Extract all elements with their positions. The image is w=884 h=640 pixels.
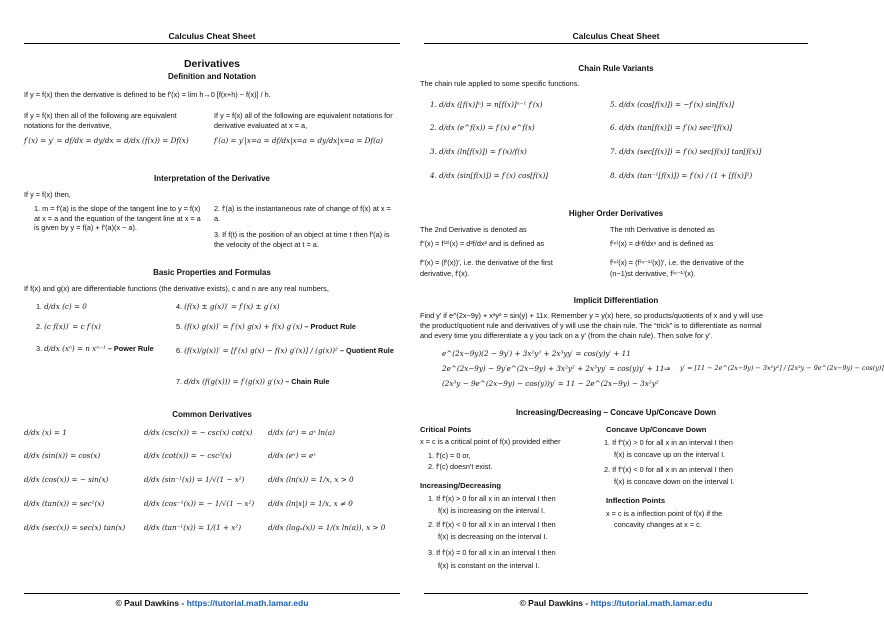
- page-title: Derivatives: [183, 58, 241, 70]
- derivative-formula: d/dx (sin⁻¹(x)) = 1/√(1 − x²): [144, 475, 245, 484]
- critical-point-item: 1. f′(c) = 0 or,: [428, 451, 471, 460]
- common-derivatives-heading: Common Derivatives: [172, 410, 252, 419]
- derivative-formula: d/dx (tan(x)) = sec²(x): [24, 499, 105, 508]
- properties-heading: Basic Properties and Formulas: [153, 268, 271, 277]
- derivative-formula: d/dx (csc(x)) = − csc(x) cot(x): [144, 428, 253, 437]
- derivative-formula: d/dx (eˣ) = eˣ: [268, 451, 316, 460]
- properties-intro: If f(x) and g(x) are differentiable functions (the derivative exists), c and n are any real numbers,: [24, 284, 329, 293]
- concave-heading: Concave Up/Concave Down: [606, 425, 707, 434]
- incdec-heading: Increasing/Decreasing – Concave Up/Concave Down: [515, 408, 717, 417]
- implicit-heading: Implicit Differentiation: [573, 296, 659, 305]
- critical-points-text: x = c is a critical point of f(x) provided either: [420, 437, 561, 446]
- page-header: Calculus Cheat Sheet: [424, 31, 808, 44]
- incdec-item: f(x) is increasing on the interval I.: [438, 506, 546, 515]
- higher-order-left: derivative, f′(x).: [420, 269, 470, 278]
- implicit-equation: 2e^(2x−9y) − 9y′e^(2x−9y) + 3x²y² + 2x³yy′ = cos(y)y′ + 11: [442, 364, 665, 373]
- left-page: [0, 0, 414, 640]
- chain-rule-intro: The chain rule applied to some specific functions.: [420, 79, 580, 88]
- derivative-formula: d/dx (cos⁻¹(x)) = − 1/√(1 − x²): [144, 499, 255, 508]
- inflection-text: x = c is a inflection point of f(x) if the: [606, 509, 723, 518]
- interpretation-intro: If y = f(x) then,: [24, 190, 71, 199]
- evaluated-notation-formula: f′(a) = y′|x=a = df/dx|x=a = dy/dx|x=a = Df(a): [214, 136, 383, 145]
- incdec-item: f(x) is decreasing on the interval I.: [438, 532, 548, 541]
- equivalent-notation-formula: f′(x) = y′ = df/dx = dy/dx = d/dx (f(x)) = Df(x): [24, 136, 189, 145]
- property-item: 6. (f(x)/g(x))′ = [f′(x) g(x) − f(x) g′(x)] / (g(x))² – Quotient Rule: [176, 346, 394, 355]
- inflection-heading: Inflection Points: [606, 496, 666, 505]
- incdec-item: 1. If f′(x) > 0 for all x in an interval I then: [428, 494, 556, 503]
- concave-item: f(x) is concave up on the interval I.: [614, 450, 726, 459]
- implicit-text: Find y′ if e^(2x−9y) + x³y² = sin(y) + 11x. Remember y = y(x) here, so products/quotients of x and y will use: [420, 311, 764, 320]
- implies-arrow: ⇒: [664, 364, 671, 373]
- footer-link[interactable]: https://tutorial.math.lamar.edu: [590, 598, 713, 608]
- critical-point-item: 2. f′(c) doesn't exist.: [428, 462, 493, 471]
- incdec-item: f(x) is constant on the interval I.: [438, 561, 540, 570]
- higher-order-left: The 2nd Derivative is denoted as: [420, 225, 527, 234]
- interpretation-item: 3. If f(t) is the position of an object at time t then f′(a) is the velocity of the object at t = a.: [214, 230, 390, 249]
- concave-item: 2. If f″(x) < 0 for all x in an interval I then: [604, 465, 733, 474]
- implicit-result: y′ = [11 − 2e^(2x−9y) − 3x²y²] / [2x³y − 9e^(2x−9y) − cos(y)]: [680, 364, 884, 372]
- implicit-text: and every time you differentiate a y you tack on a y′ (from the chain rule). Then solve for y′.: [420, 331, 713, 340]
- page-footer: © Paul Dawkins - https://tutorial.math.lamar.edu: [24, 593, 400, 608]
- chain-variant: 3. d/dx (ln[f(x)]) = f′(x)/f(x): [430, 147, 527, 156]
- higher-order-left: f″(x) = (f′(x))′, i.e. the derivative of the first: [420, 258, 553, 267]
- property-item: 5. (f(x) g(x))′ = f′(x) g(x) + f(x) g′(x) – Product Rule: [176, 322, 356, 331]
- chain-variant: 4. d/dx (sin[f(x)]) = f′(x) cos[f(x)]: [430, 171, 549, 180]
- incdec-item: 3. If f′(x) = 0 for all x in an interval I then: [428, 548, 556, 557]
- implicit-text: the product/quotient rule and derivatives of y will use the chain rule. The “trick” is to differentiate as normal: [420, 321, 762, 330]
- derivative-formula: d/dx (ln(x)) = 1/x, x > 0: [268, 475, 354, 484]
- implicit-equation: e^(2x−9y)(2 − 9y′) + 3x²y² + 2x³yy′ = cos(y)y′ + 11: [442, 349, 631, 358]
- page-footer: © Paul Dawkins - https://tutorial.math.lamar.edu: [424, 593, 808, 608]
- chain-variant: 8. d/dx (tan⁻¹[f(x)]) = f′(x) / (1 + [f(x)]²): [610, 171, 753, 180]
- property-item: 1. d/dx (c) = 0: [36, 302, 87, 311]
- higher-order-right: f⁽ⁿ⁾(x) = dⁿf/dxⁿ and is defined as: [610, 239, 714, 248]
- implicit-equation: (2x³y − 9e^(2x−9y) − cos(y))y′ = 11 − 2e^(2x−9y) − 3x²y²: [442, 379, 659, 388]
- incdec-item: 2. If f′(x) < 0 for all x in an interval I then: [428, 520, 556, 529]
- evaluated-notation-text: If y = f(x) all of the following are equivalent notations for derivative evaluated at x = a,: [214, 111, 393, 130]
- derivative-formula: d/dx (x) = 1: [24, 428, 67, 437]
- chain-variant: 2. d/dx (e^f(x)) = f′(x) e^f(x): [430, 123, 535, 132]
- inflection-text: concavity changes at x = c.: [614, 520, 702, 529]
- interpretation-item: 1. m = f′(a) is the slope of the tangent line to y = f(x) at x = a and the equation of the tangent line at x = a is given by y = f(a) + f′(a)(x − a).: [34, 204, 201, 232]
- derivative-formula: d/dx (sec(x)) = sec(x) tan(x): [24, 523, 126, 532]
- concave-item: f(x) is concave down on the interval I.: [614, 477, 735, 486]
- property-item: 7. d/dx (f(g(x))) = f′(g(x)) g′(x) – Chain Rule: [176, 377, 330, 386]
- property-item: 2. (c f(x))′ = c f′(x): [36, 322, 101, 331]
- concave-item: 1. If f″(x) > 0 for all x in an interval I then: [604, 438, 733, 447]
- higher-order-left: f″(x) = f⁽²⁾(x) = d²f/dx² and is defined as: [420, 239, 545, 248]
- chain-variant: 5. d/dx (cos[f(x)]) = −f′(x) sin[f(x)]: [610, 100, 735, 109]
- interpretation-heading: Interpretation of the Derivative: [153, 174, 271, 183]
- footer-link[interactable]: https://tutorial.math.lamar.edu: [186, 598, 309, 608]
- chain-variant: 7. d/dx (sec[f(x)]) = f′(x) sec[f(x)] tan[f(x)]: [610, 147, 762, 156]
- interpretation-item: 2. f′(a) is the instantaneous rate of change of f(x) at x = a.: [214, 204, 391, 223]
- chain-variant: 1. d/dx ([f(x)]ⁿ) = n[f(x)]ⁿ⁻¹ f′(x): [430, 100, 543, 109]
- derivative-formula: d/dx (cos(x)) = − sin(x): [24, 475, 109, 484]
- page-header: Calculus Cheat Sheet: [24, 31, 400, 44]
- higher-order-right: (n−1)st derivative, f⁽ⁿ⁻¹⁾(x).: [610, 269, 696, 278]
- equivalent-notation-text: If y = f(x) then all of the following are equivalent notations for the derivative,: [24, 111, 177, 130]
- definition-heading: Definition and Notation: [168, 72, 256, 81]
- higher-order-heading: Higher Order Derivatives: [568, 209, 664, 218]
- chain-variant: 6. d/dx (tan[f(x)]) = f′(x) sec²[f(x)]: [610, 123, 733, 132]
- property-item: 3. d/dx (xⁿ) = n xⁿ⁻¹ – Power Rule: [36, 344, 154, 353]
- derivative-formula: d/dx (tan⁻¹(x)) = 1/(1 + x²): [144, 523, 242, 532]
- higher-order-right: f⁽ⁿ⁾(x) = (f⁽ⁿ⁻¹⁾(x))′, i.e. the derivative of the: [610, 258, 744, 267]
- higher-order-right: The nth Derivative is denoted as: [610, 225, 715, 234]
- derivative-formula: d/dx (aˣ) = aˣ ln(a): [268, 428, 335, 437]
- right-page: [414, 0, 884, 640]
- chain-rule-heading: Chain Rule Variants: [578, 64, 654, 73]
- derivative-formula: d/dx (ln|x|) = 1/x, x ≠ 0: [268, 499, 353, 508]
- critical-points-heading: Critical Points: [420, 425, 472, 434]
- derivative-formula: d/dx (cot(x)) = − csc²(x): [144, 451, 232, 460]
- property-item: 4. (f(x) ± g(x))′ = f′(x) ± g′(x): [176, 302, 280, 311]
- definition-line: If y = f(x) then the derivative is defined to be f′(x) = lim h→0 [f(x+h) − f(x)] / h.: [24, 90, 271, 99]
- derivative-formula: d/dx (sin(x)) = cos(x): [24, 451, 101, 460]
- derivative-formula: d/dx (logₐ(x)) = 1/(x ln(a)), x > 0: [268, 523, 386, 532]
- incdec-subheading: Increasing/Decreasing: [420, 481, 502, 490]
